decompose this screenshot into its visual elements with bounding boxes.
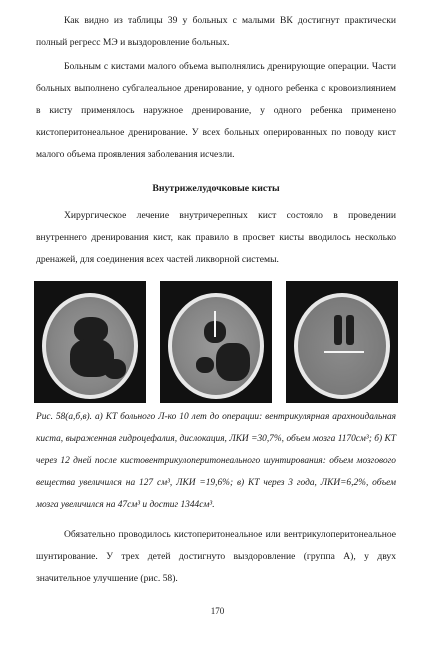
- figure-caption: Рис. 58(а,б,в). а) КТ больного Л-ко 10 лет до операции: вентрикулярная арахноидальная киста, выраженная гидроцефалия, дислокация, ЛКИ =30,7%, объем мозга 1170см³; б) КТ через 12 дней после кистовентрикулоперитонеального шунтирования: объем мозгового вещества увеличился на 127 см³, ЛКИ =19,6%; в) КТ через 3 года, ЛКИ=6,2%, объем мозга увеличился на 47см³ и достиг 1344см³.: [36, 412, 396, 510]
- ct-figure: [34, 281, 398, 403]
- paragraph-shunting: Обязательно проводилось кистоперитонеальное или вентрикулоперитонеальное шунтирование. У трех детей достигнуто выздоровление (группа А), у двух значительное улучшение (рис. 58).: [36, 529, 396, 584]
- ct-scan-b: [160, 281, 272, 403]
- page-number: 170: [210, 606, 225, 616]
- ct-scan-c: [286, 281, 398, 403]
- paragraph-small-cysts: Больным с кистами малого объема выполнялись дренирующие операции. Части больных выполнено субгалеальное дренирование, у одного ребенка с кровоизлиянием в кисту применялось наружное дренирование, у одного ребенка применено кистоперитонеальное дренирование. У всех больных оперированных по поводу кист малого объема проявления заболевания исчезли.: [36, 61, 396, 160]
- section-heading: Внутрижелудочковые кисты: [152, 183, 280, 194]
- paragraph-results: Как видно из таблицы 39 у больных с малыми ВК достигнут практически полный регресс МЭ и выздоровление больных.: [36, 15, 396, 48]
- ct-scan-a: [34, 281, 146, 403]
- paragraph-surgical-treatment: Хирургическое лечение внутричерепных кист состояло в проведении внутреннего дренирования кист, как правило в просвет кисты вводилось несколько дренажей, для соединения всех частей ликворной системы.: [36, 210, 396, 265]
